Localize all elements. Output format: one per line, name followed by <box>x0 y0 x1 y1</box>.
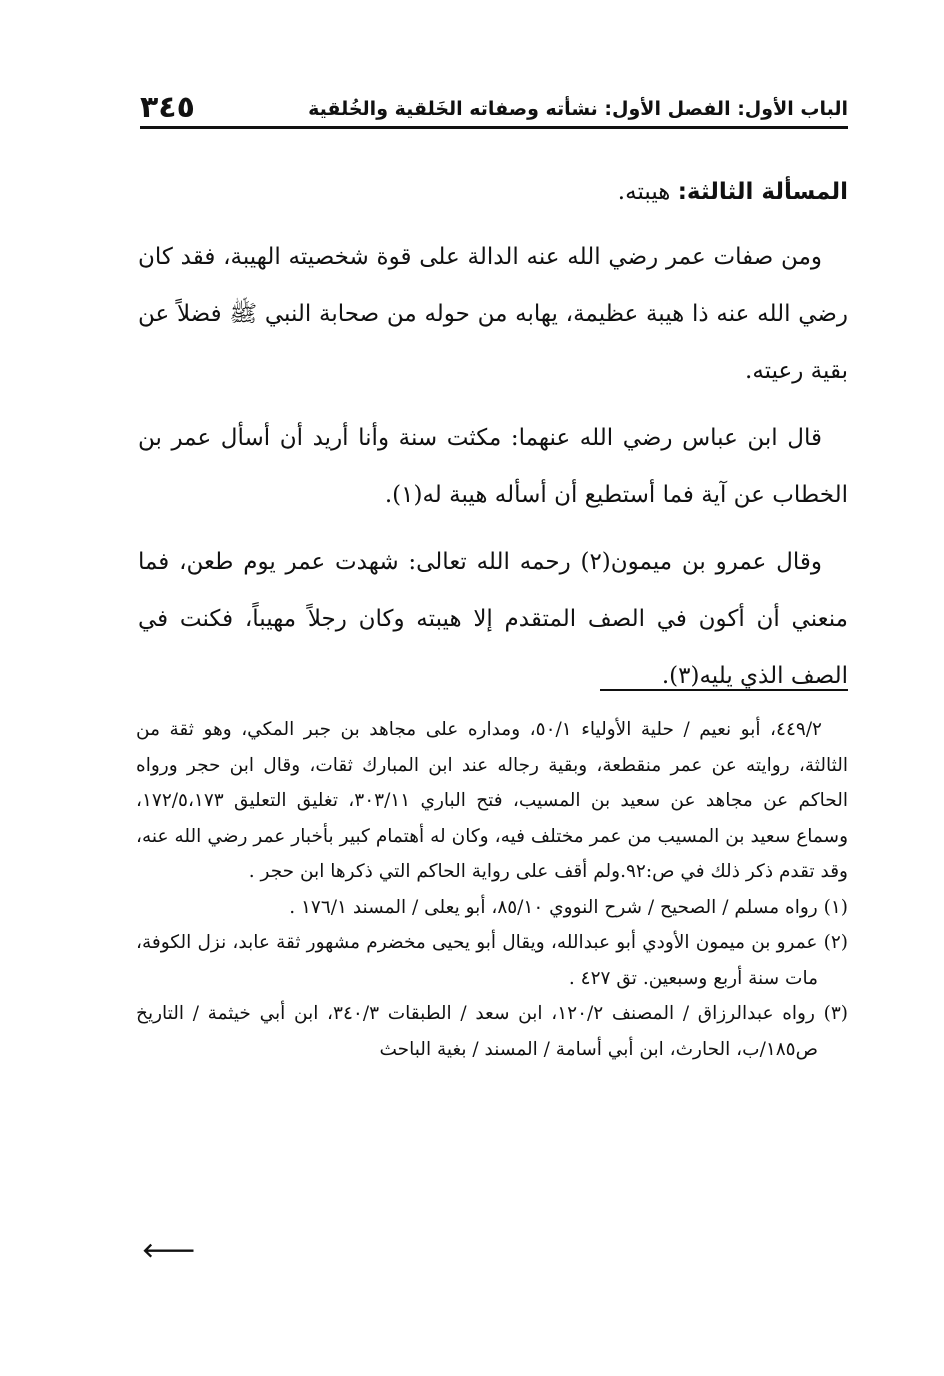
running-title: الباب الأول: الفصل الأول: نشأته وصفاته الخَلقية والخُلقية <box>308 98 848 120</box>
footnote-2: (٢) عمرو بن ميمون الأودي أبو عبدالله، ويقال أبو يحيى مخضرم مشهور ثقة عابد، نزل الكوفة، مات سنة أربع وسبعين. تق ٤٢٧ . <box>136 932 848 989</box>
page-number: ٣٤٥ <box>140 90 195 125</box>
footnote-continuation: ٤٤٩/٢، أبو نعيم / حلية الأولياء ٥٠/١، ومداره على مجاهد بن جبر المكي، وهو ثقة من الثالثة، روايته عن عمر منقطعة، وبقية رجاله عند ابن المبارك ثقات، وقال ابن حجر ورواه الحاكم عن مجاهد عن سعيد بن المسيب، فتح الباري ٣٠٣/١١، تغليق التعليق ١٧٢/٥،١٧٣، وسماع سعيد بن المسيب من عمر مختلف فيه، وكان له أهتمام كبير بأخبار عمر رضي الله عنه، وقد تقدم ذكر ذلك في ص:٩٢.ولم أقف على رواية الحاكم التي ذكرها ابن حجر . <box>136 719 848 882</box>
paragraph: وقال عمرو بن ميمون(٢) رحمه الله تعالى: شهدت عمر يوم طعن، فما منعني أن أكون في الصف المتقدم إلا هيبته وكان رجلاً مهيباً، فكنت في الصف الذي يليه(٣). <box>138 549 848 689</box>
footnote-separator <box>600 689 848 691</box>
main-text <box>138 164 848 715</box>
footnote-3: (٣) رواه عبدالرزاق / المصنف ١٢٠/٢، ابن سعد / الطبقات ٣٤٠/٣، ابن أبي خيثمة / التاريخ ص١٨٥/ب، الحارث، ابن أبي أسامة / المسند / بغية الباحث <box>136 1003 848 1060</box>
paragraph: قال ابن عباس رضي الله عنهما: مكثت سنة وأنا أريد أن أسأل عمر بن الخطاب عن آية فما أستطيع أن أسأله هيبة له(١). <box>138 425 848 508</box>
footnote-1: (١) رواه مسلم / الصحيح / شرح النووي ٨٥/١٠، أبو يعلى / المسند ١٧٦/١ . <box>289 896 848 918</box>
section-heading-label: المسألة الثالثة: <box>677 179 848 205</box>
paragraph: ومن صفات عمر رضي الله عنه الدالة على قوة شخصيته الهيبة، فقد كان رضي الله عنه ذا هيبة عظيمة، يهابه من حوله من صحابة النبي ﷺ فضلاً عن بقية رعيته. <box>138 244 848 384</box>
section-heading-text: هيبته. <box>617 179 678 205</box>
section-heading <box>138 164 848 221</box>
page-header <box>140 92 848 129</box>
continue-arrow-icon: 🡐 <box>142 1238 196 1262</box>
footnotes <box>136 712 848 1067</box>
